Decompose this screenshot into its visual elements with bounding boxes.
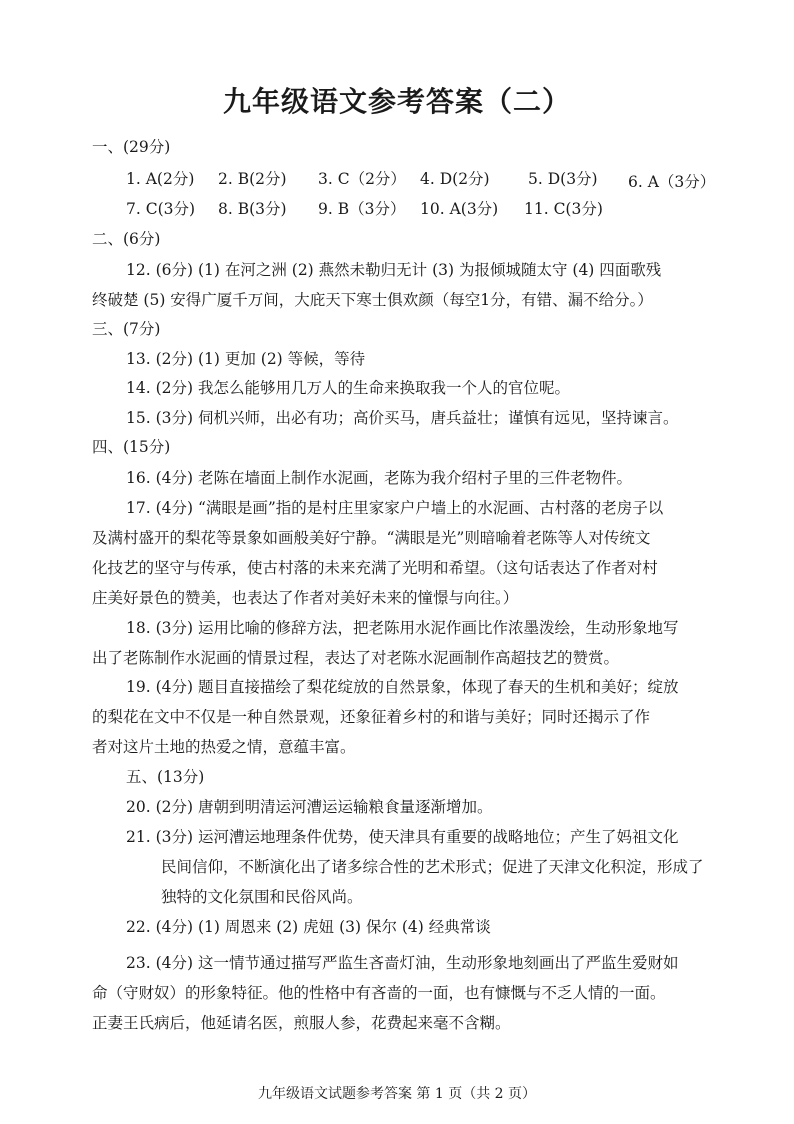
answer-q23-line3: 正妻王氏病后，他延请名医，煎服人参，花费起来毫不含糊。 xyxy=(92,1014,511,1032)
answer-q12-line2: 终破楚 (5) 安得广厦千万间，大庇天下寒士俱欢颜（每空1分，有错、漏不给分。） xyxy=(92,291,653,309)
answer-q3: 3. C（2分） xyxy=(318,170,406,188)
answer-q19-line3: 者对这片土地的热爱之情，意蕴丰富。 xyxy=(92,738,356,756)
answer-q2: 2. B(2分) xyxy=(218,170,287,188)
section-5-heading: 五、(13分) xyxy=(126,768,205,786)
page-title: 九年级语文参考答案（二） xyxy=(222,85,571,118)
answer-q8: 8. B(3分) xyxy=(218,200,287,218)
answer-q20: 20. (2分) 唐朝到明清运河漕运运输粮食量逐渐增加。 xyxy=(126,798,493,816)
answer-q9: 9. B（3分） xyxy=(318,200,406,218)
answer-q17-line4: 庄美好景色的赞美，也表达了作者对美好未来的憧憬与向往。） xyxy=(92,589,519,607)
answer-q4: 4. D(2分) xyxy=(420,170,490,188)
answer-q17-line1: 17. (4分) “满眼是画”指的是村庄里家家户户墙上的水泥画、古村落的老房子以 xyxy=(126,499,664,517)
answer-q21-line1: 21. (3分) 运河漕运地理条件优势，使天津具有重要的战略地位；产生了妈祖文化 xyxy=(126,828,679,846)
answer-q17-line3: 化技艺的坚守与传承，使古村落的未来充满了光明和希望。（这句话表达了作者对村 xyxy=(92,559,658,577)
answer-q19-line2: 的梨花在文中不仅是一种自然景观，还象征着乡村的和谐与美好；同时还揭示了作 xyxy=(92,708,651,726)
answer-q15: 15. (3分) 伺机兴师，出必有功；高价买马，唐兵益壮；谨慎有远见，坚持谏言。 xyxy=(126,409,679,427)
answer-q12-line1: 12. (6分) (1) 在河之洲 (2) 燕然未勒归无计 (3) 为报倾城随太守 (4) 四面歌残 xyxy=(126,261,662,279)
answer-q6: 6. A（3分） xyxy=(628,173,716,191)
answer-q22: 22. (4分) (1) 周恩来 (2) 虎妞 (3) 保尔 (4) 经典常谈 xyxy=(126,918,491,936)
answer-q23-line1: 23. (4分) 这一情节通过描写严监生吝啬灯油，生动形象地刻画出了严监生爱财如 xyxy=(126,954,679,972)
answer-q21-line2: 民间信仰，不断演化出了诸多综合性的艺术形式；促进了天津文化积淀，形成了 xyxy=(161,858,704,876)
answer-q10: 10. A(3分) xyxy=(420,200,499,218)
answer-q18-line2: 出了老陈制作水泥画的情景过程，表达了对老陈水泥画制作高超技艺的赞赏。 xyxy=(92,649,620,667)
answer-q17-line2: 及满村盛开的梨花等景象如画般美好宁静。“满眼是光”则暗喻着老陈等人对传统文 xyxy=(92,529,651,547)
answer-q13: 13. (2分) (1) 更加 (2) 等候，等待 xyxy=(126,350,366,368)
page-footer: 九年级语文试题参考答案 第 1 页（共 2 页） xyxy=(257,1086,537,1102)
section-4-heading: 四、(15分) xyxy=(92,438,171,456)
answer-q7: 7. C(3分) xyxy=(126,200,196,218)
section-3-heading: 三、(7分) xyxy=(92,320,161,338)
answer-q1: 1. A(2分) xyxy=(126,170,195,188)
section-2-heading: 二、(6分) xyxy=(92,230,161,248)
answer-q18-line1: 18. (3分) 运用比喻的修辞方法，把老陈用水泥作画比作浓墨泼绘，生动形象地写 xyxy=(126,619,679,637)
answer-q5: 5. D(3分) xyxy=(528,170,598,188)
answer-q21-line3: 独特的文化氛围和民俗风尚。 xyxy=(161,888,363,906)
section-1-heading: 一、(29分) xyxy=(92,138,171,156)
answer-q11: 11. C(3分) xyxy=(524,200,603,218)
answer-q19-line1: 19. (4分) 题目直接描绘了梨花绽放的自然景象，体现了春天的生机和美好；绽放 xyxy=(126,678,679,696)
answer-q23-line2: 命（守财奴）的形象特征。他的性格中有吝啬的一面，也有慷慨与不乏人情的一面。 xyxy=(92,984,666,1002)
answer-q16: 16. (4分) 老陈在墙面上制作水泥画，老陈为我介绍村子里的三件老物件。 xyxy=(126,469,632,487)
answer-q14: 14. (2分) 我怎么能够用几万人的生命来换取我一个人的官位呢。 xyxy=(126,379,570,397)
